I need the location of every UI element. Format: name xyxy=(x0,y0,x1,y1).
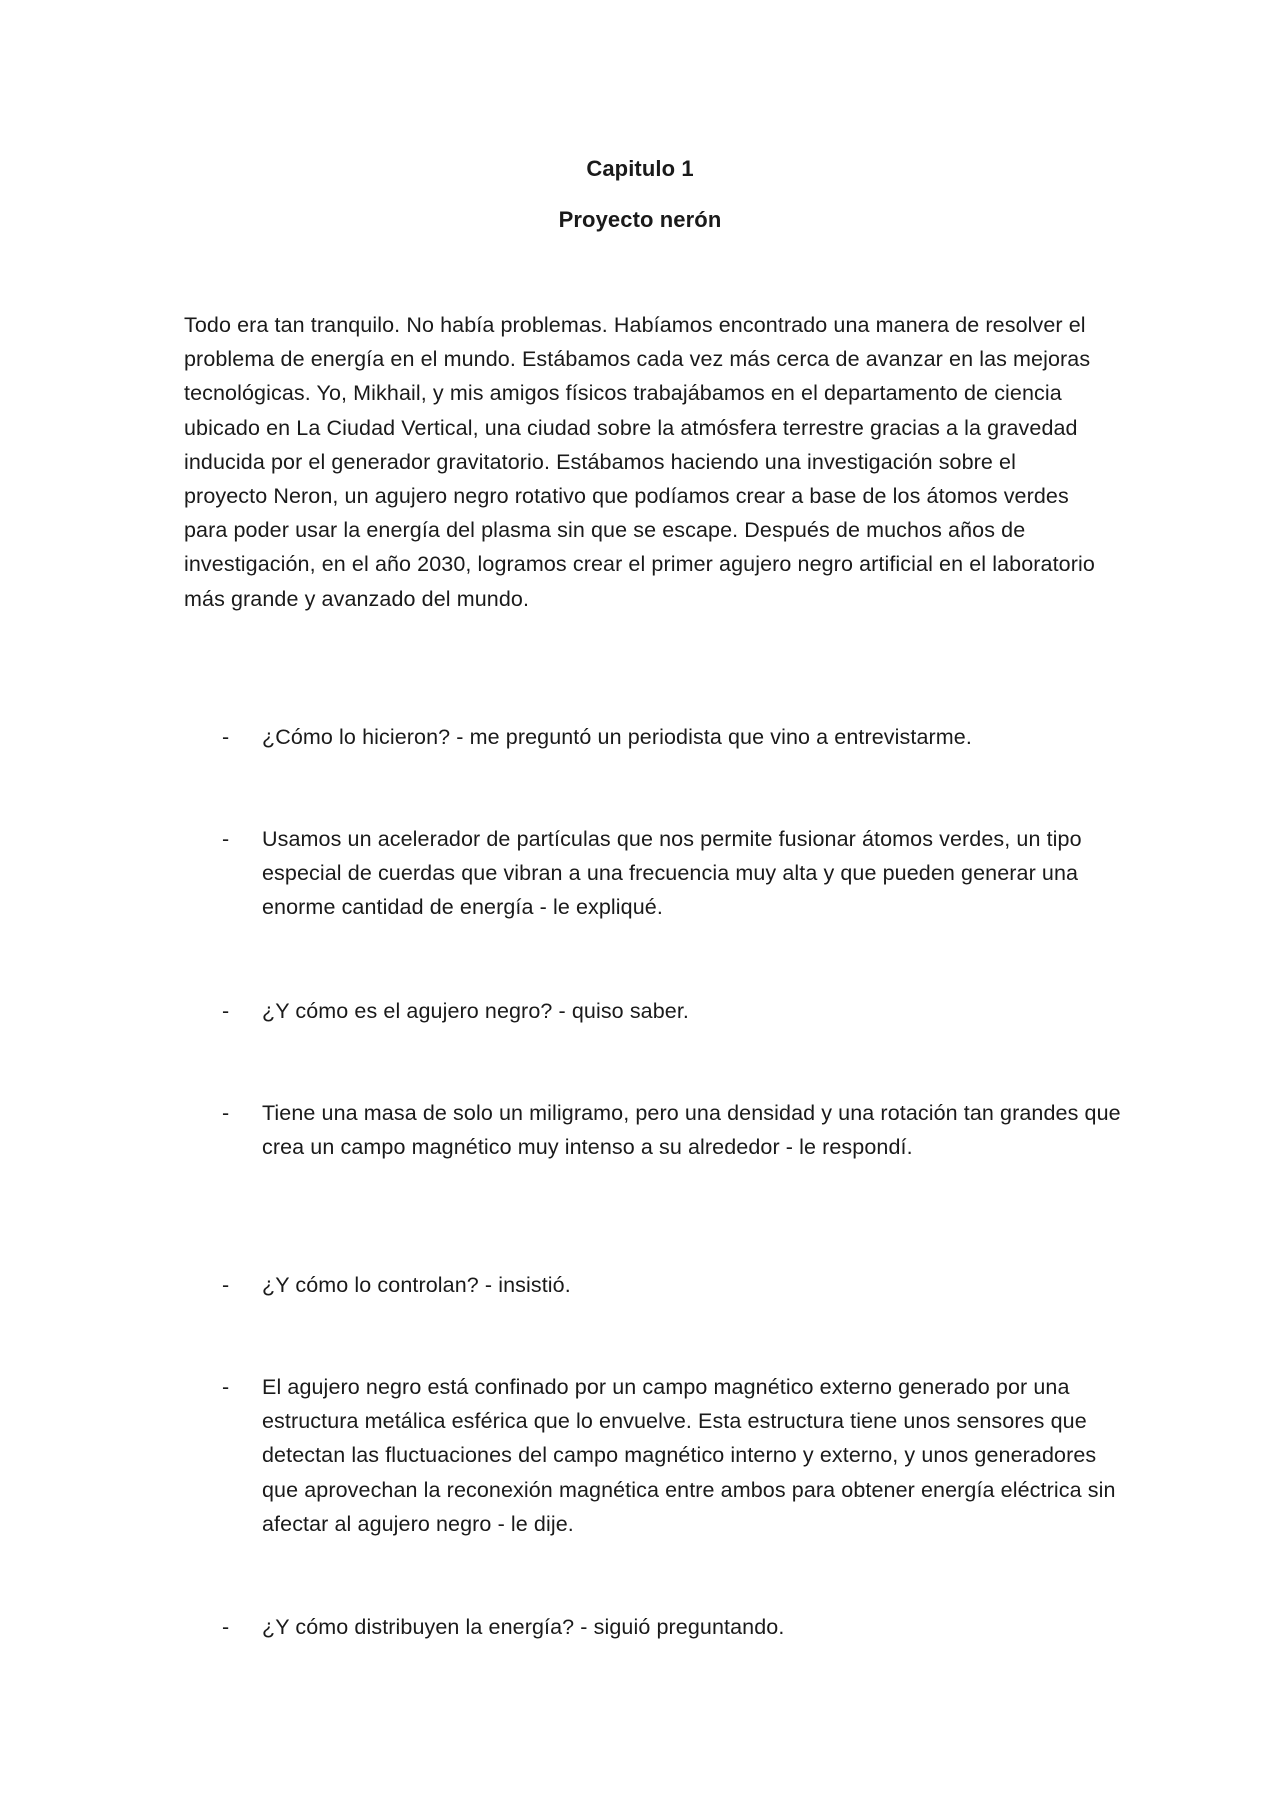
dialog-text: ¿Y cómo distribuyen la energía? - siguió preguntando. xyxy=(262,1615,785,1639)
dialog-dash: - xyxy=(222,1375,230,1399)
intro-paragraph: Todo era tan tranquilo. No había problemas. Habíamos encontrado una manera de resolver el problema de energía en el mundo. Estábamos cada vez más cerca de avanzar en las mejoras tecnológicas. Yo, Mikhail, y mis amigos físicos trabajábamos en el departamento de ciencia ubicado en La Ciudad Vertical, una ciudad sobre la atmósfera terrestre gracias a la gravedad inducida por el generador gravitatorio. Estábamos haciendo una investigación sobre el proyecto Neron, un agujero negro rotativo que podíamos crear a base de los átomos verdes para poder usar la energía del plasma sin que se escape. Después de muchos años de investigación, en el año 2030, logramos crear el primer agujero negro artificial en el laboratorio más grande y avanzado del mundo. xyxy=(184,313,1095,611)
dialog-text: Tiene una masa de solo un miligramo, pero una densidad y una rotación tan grandes que crea un campo magnético muy intenso a su alrededor - le respondí. xyxy=(262,1101,1121,1160)
chapter-title: Capitulo 1 xyxy=(586,156,694,181)
dialog-dash: - xyxy=(222,1615,230,1639)
dialog-text: El agujero negro está confinado por un campo magnético externo generado por una estructura metálica esférica que lo envuelve. Esta estructura tiene unos sensores que detectan las fluctuaciones del campo magnético interno y externo, y unos generadores que aprovechan la reconexión magnética entre ambos para obtener energía eléctrica sin afectar al agujero negro - le dije. xyxy=(262,1375,1116,1536)
dialog-dash: - xyxy=(222,827,230,851)
dialog-dash: - xyxy=(222,1273,230,1297)
dialog-text: ¿Cómo lo hicieron? - me preguntó un periodista que vino a entrevistarme. xyxy=(262,725,972,749)
chapter-subtitle: Proyecto nerón xyxy=(558,207,722,232)
dialog-text: ¿Y cómo lo controlan? - insistió. xyxy=(262,1273,571,1297)
dialog-dash: - xyxy=(222,725,230,749)
dialog-dash: - xyxy=(222,999,230,1023)
dialog-text: ¿Y cómo es el agujero negro? - quiso saber. xyxy=(262,999,689,1023)
dialog-text: Usamos un acelerador de partículas que nos permite fusionar átomos verdes, un tipo especial de cuerdas que vibran a una frecuencia muy alta y que pueden generar una enorme cantidad de energía - le expliqué. xyxy=(262,827,1082,920)
dialog-dash: - xyxy=(222,1101,230,1125)
